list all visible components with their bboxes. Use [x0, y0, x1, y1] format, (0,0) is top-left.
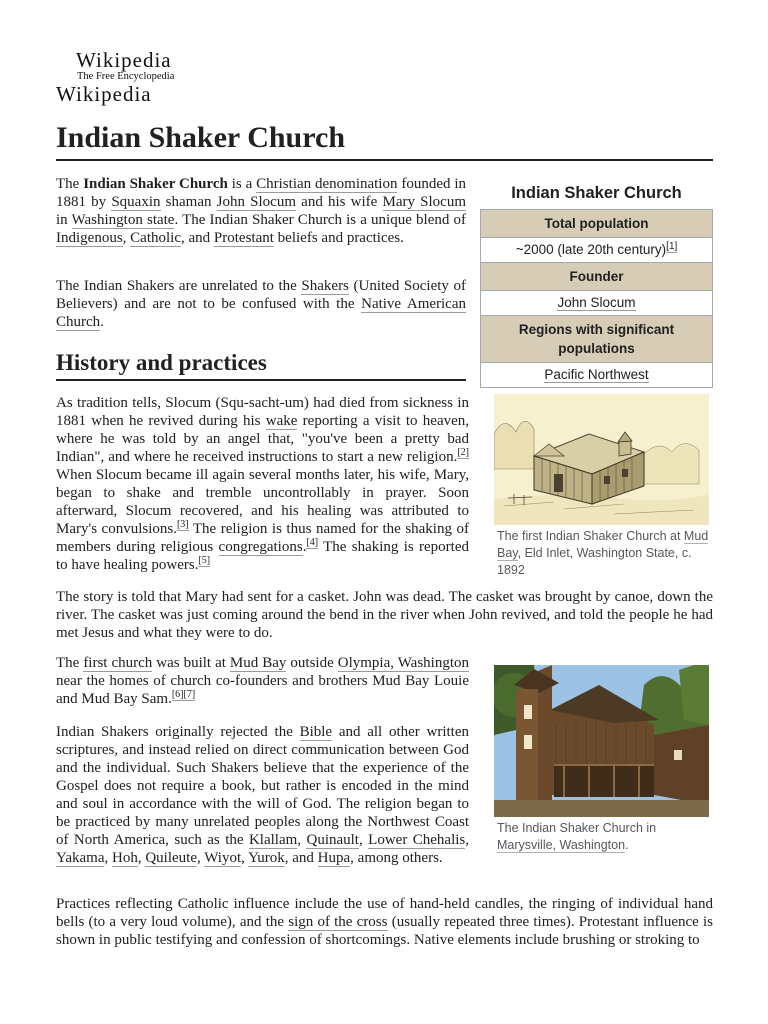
text: ,: [465, 832, 469, 848]
link-pacific-northwest[interactable]: Pacific Northwest: [544, 367, 649, 382]
link-john-slocum[interactable]: John Slocum: [216, 194, 297, 210]
text: and his wife: [296, 194, 383, 210]
infobox-label-regions: Regions with significant populations: [481, 316, 713, 363]
link-indigenous[interactable]: Indigenous: [56, 230, 123, 246]
figure-first-church: [494, 394, 709, 579]
citation-2[interactable]: [457, 447, 469, 459]
text: The first Indian Shaker Church at: [497, 529, 684, 543]
text: Practices reflecting Catholic influence include the use of hand-held candles, the ringing of individual hand bells (to a very loud volume), and the: [56, 896, 713, 930]
link-hoh[interactable]: Hoh: [111, 850, 138, 866]
link-quinault[interactable]: Quinault: [306, 832, 359, 848]
history-paragraph-1: [56, 394, 469, 574]
citation-1[interactable]: [666, 241, 677, 253]
link-native-american-church[interactable]: Native American Church: [56, 296, 466, 330]
link-squaxin[interactable]: Squaxin: [111, 194, 161, 210]
text: beliefs and practices.: [273, 230, 404, 246]
text: .: [302, 539, 307, 555]
history-paragraph-casket: The story is told that Mary had sent for a casket. John was dead. The casket was brought by canoe, down the river. The casket was just coming around the bend in the river when John revived, and told the people he had met Jesus and what they were to do.: [56, 589, 713, 641]
intro-paragraph: [56, 175, 466, 247]
citation-6[interactable]: [172, 689, 184, 701]
infobox-value-regions: [481, 363, 713, 388]
link-christian-denomination[interactable]: Christian denomination: [256, 176, 398, 192]
link-mud-bay-caption[interactable]: Mud Bay: [497, 529, 709, 560]
infobox-table: [480, 209, 713, 388]
text: .: [100, 314, 104, 330]
text: The Indian Shaker Church in: [497, 821, 657, 835]
logo-wordmark: Wikipedia: [76, 48, 172, 72]
text: ,: [137, 850, 146, 866]
text: , and: [181, 230, 214, 246]
church-sketch-illustration: [494, 394, 709, 525]
link-hupa[interactable]: Hupa: [317, 850, 351, 866]
text: founded in 1881 by: [56, 176, 467, 210]
citation-link[interactable]: [2]: [457, 447, 469, 458]
text: reporting a visit to heaven, where he was told by an angel that, "you've been a pretty bad Indian", and where he received instructions to start a new religion.: [56, 413, 470, 465]
link-washington-state[interactable]: Washington state: [71, 212, 175, 228]
link-first-church[interactable]: first church: [83, 655, 153, 671]
section-heading-history: History and practices: [56, 348, 466, 381]
citation-link[interactable]: [6]: [171, 689, 184, 700]
link-protestant[interactable]: Protestant: [213, 230, 274, 246]
text: shaman: [160, 194, 217, 210]
text: ,: [104, 850, 112, 866]
text: The: [56, 176, 84, 192]
text: . The Indian Shaker Church is a unique blend of: [174, 212, 466, 228]
figure-caption: [494, 817, 709, 854]
link-lower-chehalis[interactable]: Lower Chehalis: [368, 832, 466, 848]
logo-tagline: The Free Encyclopedia: [77, 71, 175, 82]
link-marysville-washington[interactable]: Marysville, Washington: [497, 838, 626, 852]
page-title: Indian Shaker Church: [56, 120, 713, 161]
history-paragraph-bible: [56, 723, 469, 867]
figure-marysville-church: [494, 665, 709, 854]
text: and all other written scriptures, and instead relied on direct communication between God and the individual. Such Shakers believe that the experience of the Gospel does not require a book, but rather is encoded in the mind and soul in accordance with the will of God. The religion began to be practiced by many unrelated peoples along the Northwest Coast of North America, such as the: [56, 724, 469, 848]
citation-link[interactable]: [7]: [183, 689, 196, 700]
link-bible[interactable]: Bible: [299, 724, 333, 740]
link-congregations[interactable]: congregations: [218, 539, 303, 555]
church-photo-illustration: [494, 665, 709, 817]
text: , Eld Inlet, Washington State, c. 1892: [497, 546, 692, 577]
citation-link[interactable]: [4]: [306, 537, 319, 548]
link-mud-bay[interactable]: Mud Bay: [229, 655, 287, 671]
citation-3[interactable]: [177, 519, 189, 531]
text: ,: [358, 832, 369, 848]
text: , and: [284, 850, 318, 866]
wikipedia-logo[interactable]: [56, 50, 206, 105]
link-klallam[interactable]: Klallam: [248, 832, 298, 848]
text: The shaking is reported to have healing powers.: [56, 539, 469, 573]
link-catholic[interactable]: Catholic: [130, 230, 181, 246]
first-church-sketch-image[interactable]: [494, 394, 709, 525]
text: in: [56, 212, 72, 228]
link-wake[interactable]: wake: [265, 413, 298, 429]
text: was built at: [152, 655, 230, 671]
intro-paragraph-2: [56, 277, 466, 331]
text: ,: [122, 230, 131, 246]
citation-5[interactable]: [198, 555, 210, 567]
text: As tradition tells, Slocum (Squ-sacht-um) had died from sickness in 1881 when he revived during his: [56, 395, 469, 429]
citation-link[interactable]: [1]: [666, 240, 678, 252]
citation-link[interactable]: [3]: [176, 519, 189, 530]
infobox-title: Indian Shaker Church: [511, 184, 682, 202]
link-mary-slocum[interactable]: Mary Slocum: [382, 194, 466, 210]
text: near the homes of church co-founders and brothers Mud Bay Louie and Mud Bay Sam.: [56, 673, 469, 707]
text: (United Society of Believers) and are not to be confused with the: [56, 278, 466, 312]
infobox: [480, 180, 713, 388]
text: (usually repeated three times). Protestant influence is shown in public testifying and confession of shortcomings. Native elements include brushing or stroking to: [56, 914, 714, 948]
text: ,: [241, 850, 249, 866]
citation-7[interactable]: [184, 689, 196, 701]
link-shakers[interactable]: Shakers: [301, 278, 349, 294]
text: ,: [297, 832, 307, 848]
link-yakama[interactable]: Yakama: [56, 850, 105, 866]
citation-link[interactable]: [5]: [198, 555, 211, 566]
history-paragraph-first-church: [56, 654, 469, 708]
link-sign-of-the-cross[interactable]: sign of the cross: [288, 914, 388, 930]
link-olympia-washington[interactable]: Olympia, Washington: [337, 655, 469, 671]
text: The: [56, 655, 84, 671]
text: ~2000 (late 20th century): [515, 242, 667, 257]
text: .: [625, 838, 629, 852]
link-yurok[interactable]: Yurok: [248, 850, 285, 866]
infobox-value-founder: [481, 291, 713, 316]
infobox-label-founder: Founder: [481, 263, 713, 291]
link-quileute[interactable]: Quileute: [145, 850, 197, 866]
text: , among others.: [350, 850, 443, 866]
text: outside: [286, 655, 338, 671]
text: When Slocum became ill again several months later, his wife, Mary, began to shake and tremble uncontrollably in prayer. Soon afterward, Slocum recovered, and his healing was attributed to Mary's convulsions.: [56, 467, 469, 537]
figure-caption: [494, 525, 709, 579]
infobox-label-total-population: Total population: [481, 210, 713, 238]
infobox-value-total-population: [481, 238, 713, 263]
link-wiyot[interactable]: Wiyot: [204, 850, 242, 866]
logo-wordmark-secondary: Wikipedia: [56, 82, 152, 106]
text: Indian Shakers originally rejected the: [56, 724, 300, 740]
link-founder-john-slocum[interactable]: John Slocum: [557, 295, 636, 310]
text: is a: [227, 176, 257, 192]
text: ,: [196, 850, 205, 866]
text: The Indian Shakers are unrelated to the: [56, 278, 302, 294]
history-paragraph-practices: [56, 895, 713, 949]
citation-4[interactable]: [306, 537, 318, 549]
marysville-church-photo[interactable]: [494, 665, 709, 817]
article-subject: Indian Shaker Church: [83, 176, 228, 192]
text: The religion is thus named for the shaking of members during religious: [56, 521, 469, 555]
